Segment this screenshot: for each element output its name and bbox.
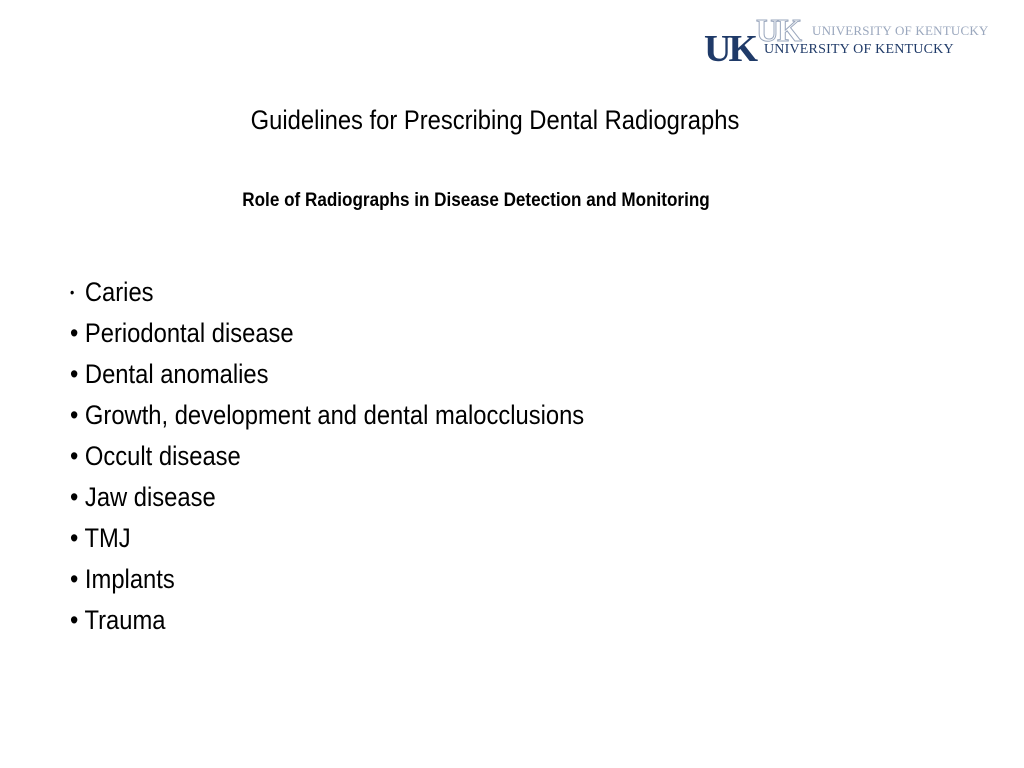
slide-subtitle: Role of Radiographs in Disease Detection and Monitoring	[242, 190, 710, 211]
slide-title: Guidelines for Prescribing Dental Radiographs	[250, 105, 740, 135]
logo-ghost-text: UNIVERSITY OF KENTUCKY	[812, 23, 989, 38]
list-item-label: Implants	[84, 564, 175, 594]
list-item	[70, 559, 584, 600]
list-item-label: Growth, development and dental malocclusions	[84, 400, 585, 430]
list-item-label: TMJ	[84, 523, 131, 553]
list-item-label: Trauma	[84, 605, 166, 635]
list-item	[70, 395, 584, 436]
list-item-label: Occult disease	[84, 441, 241, 471]
list-item-label: Jaw disease	[84, 482, 216, 512]
list-item	[70, 477, 584, 518]
bullet-list	[70, 272, 584, 641]
logo-mark: UK	[704, 28, 755, 70]
bullet-icon: •	[70, 441, 79, 471]
bullet-icon: •	[70, 318, 79, 348]
list-item	[70, 313, 584, 354]
university-of-kentucky-logo	[704, 14, 1004, 70]
list-item-label: Caries	[84, 277, 154, 307]
bullet-icon: •	[70, 284, 75, 300]
list-item	[70, 518, 584, 559]
list-item-label: Periodontal disease	[84, 318, 294, 348]
logo-ghost-mark: UK	[756, 12, 800, 48]
list-item-label: Dental anomalies	[84, 359, 269, 389]
list-item	[70, 600, 584, 641]
list-item	[70, 354, 584, 395]
logo-text: UNIVERSITY OF KENTUCKY	[764, 42, 954, 57]
list-item	[70, 272, 584, 313]
bullet-icon: •	[70, 564, 79, 594]
list-item	[70, 436, 584, 477]
bullet-icon: •	[70, 482, 79, 512]
bullet-icon: •	[70, 523, 79, 553]
bullet-icon: •	[70, 605, 79, 635]
bullet-icon: •	[70, 359, 79, 389]
bullet-icon: •	[70, 400, 79, 430]
